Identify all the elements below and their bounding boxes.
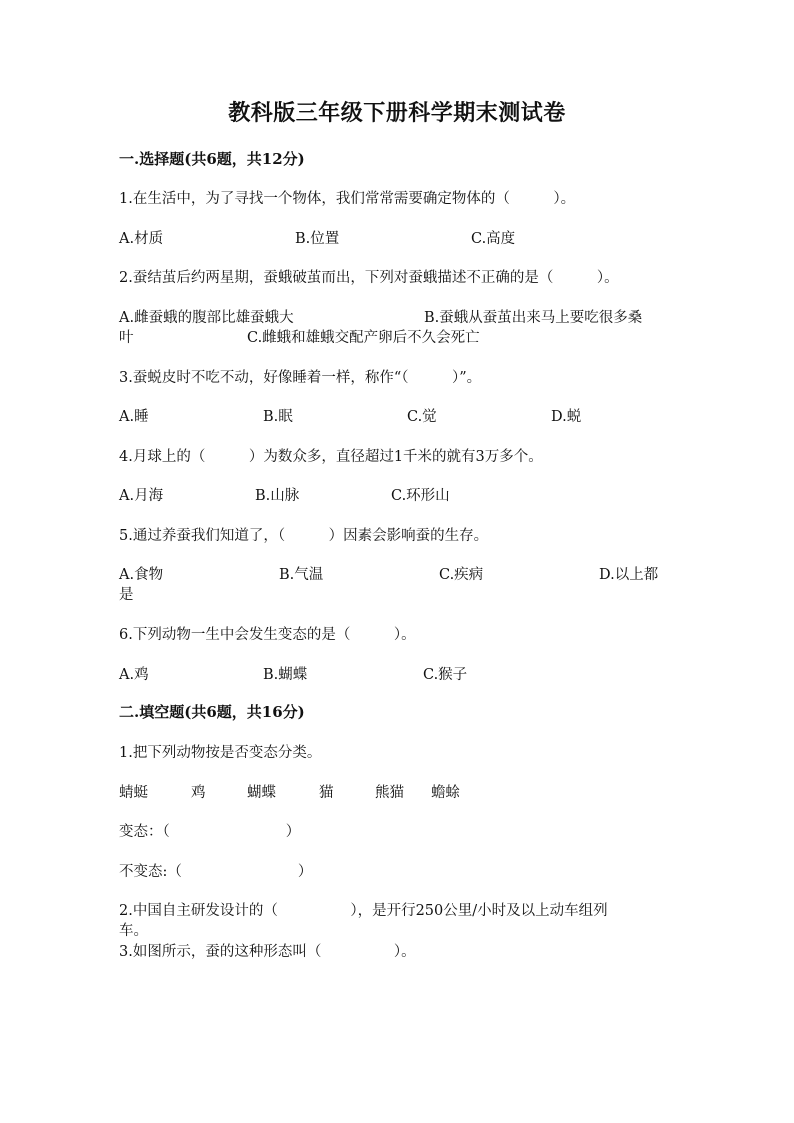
q2-option-c: C.雌蛾和雄蛾交配产卵后不久会死亡 <box>247 330 480 346</box>
section-heading-fill-in: 二.填空题(共6题，共16分) <box>119 703 305 721</box>
q3-option-a: A.睡 <box>119 409 149 425</box>
animal-item: 蝴蝶 <box>247 785 276 801</box>
q6-option-b: B.蝴蝶 <box>263 667 308 683</box>
question-2-text: 2.蚕结茧后约两星期，蚕蛾破茧而出，下列对蚕蛾描述不正确的是（ ）。 <box>119 270 619 286</box>
q3-option-d: D.蜕 <box>551 409 582 425</box>
q1-option-b: B.位置 <box>295 231 340 247</box>
fill-question-2-text: 2.中国自主研发设计的（ ），是开行250公里/小时及以上动车组列 <box>119 903 608 919</box>
q3-option-c: C.觉 <box>407 409 437 425</box>
question-3-text: 3.蚕蜕皮时不吃不动，好像睡着一样，称作“（ ）”。 <box>119 370 482 386</box>
question-6-text: 6.下列动物一生中会发生变态的是（ ）。 <box>119 627 416 643</box>
animal-item: 熊猫 <box>375 785 404 801</box>
question-1-text: 1.在生活中，为了寻找一个物体，我们常常需要确定物体的（ ）。 <box>119 191 576 207</box>
animal-item: 蟾蜍 <box>431 785 460 801</box>
q6-option-c: C.猴子 <box>423 667 468 683</box>
q1-option-a: A.材质 <box>119 231 164 247</box>
animal-item: 蜻蜓 <box>119 785 148 801</box>
no-metamorphosis-answer-line: 不变态:（ ） <box>119 864 313 880</box>
question-4-text: 4.月球上的（ ）为数众多，直径超过1千米的就有3万多个。 <box>119 449 543 465</box>
page-title: 教科版三年级下册科学期末测试卷 <box>228 100 566 126</box>
q4-option-b: B.山脉 <box>255 488 300 504</box>
q2-option-a: A.雌蚕蛾的腹部比雄蚕蛾大 <box>119 310 294 326</box>
q5-option-a: A.食物 <box>119 567 164 583</box>
fill-question-1-text: 1.把下列动物按是否变态分类。 <box>119 745 322 761</box>
question-5-text: 5.通过养蚕我们知道了，（ ）因素会影响蚕的生存。 <box>119 528 489 544</box>
animal-item: 鸡 <box>191 785 206 801</box>
q1-option-c: C.高度 <box>471 231 516 247</box>
q5-option-d-continued: 是 <box>119 587 134 603</box>
animal-item: 猫 <box>319 785 334 801</box>
q2-option-b-continued: 叶 <box>119 330 134 346</box>
section-heading-multiple-choice: 一.选择题(共6题，共12分) <box>119 150 305 168</box>
q5-option-d: D.以上都 <box>599 567 659 583</box>
fill-question-2-continued: 车。 <box>119 923 148 939</box>
q3-option-b: B.眠 <box>263 409 293 425</box>
q2-option-b: B.蚕蛾从蚕茧出来马上要吃很多桑 <box>424 310 643 326</box>
q6-option-a: A.鸡 <box>119 667 149 683</box>
fill-question-3-text: 3.如图所示，蚕的这种形态叫（ ）。 <box>119 944 416 960</box>
q4-option-a: A.月海 <box>119 488 164 504</box>
metamorphosis-answer-line: 变态：（ ） <box>119 824 301 840</box>
q4-option-c: C.环形山 <box>391 488 450 504</box>
q5-option-c: C.疾病 <box>439 567 484 583</box>
q5-option-b: B.气温 <box>279 567 324 583</box>
